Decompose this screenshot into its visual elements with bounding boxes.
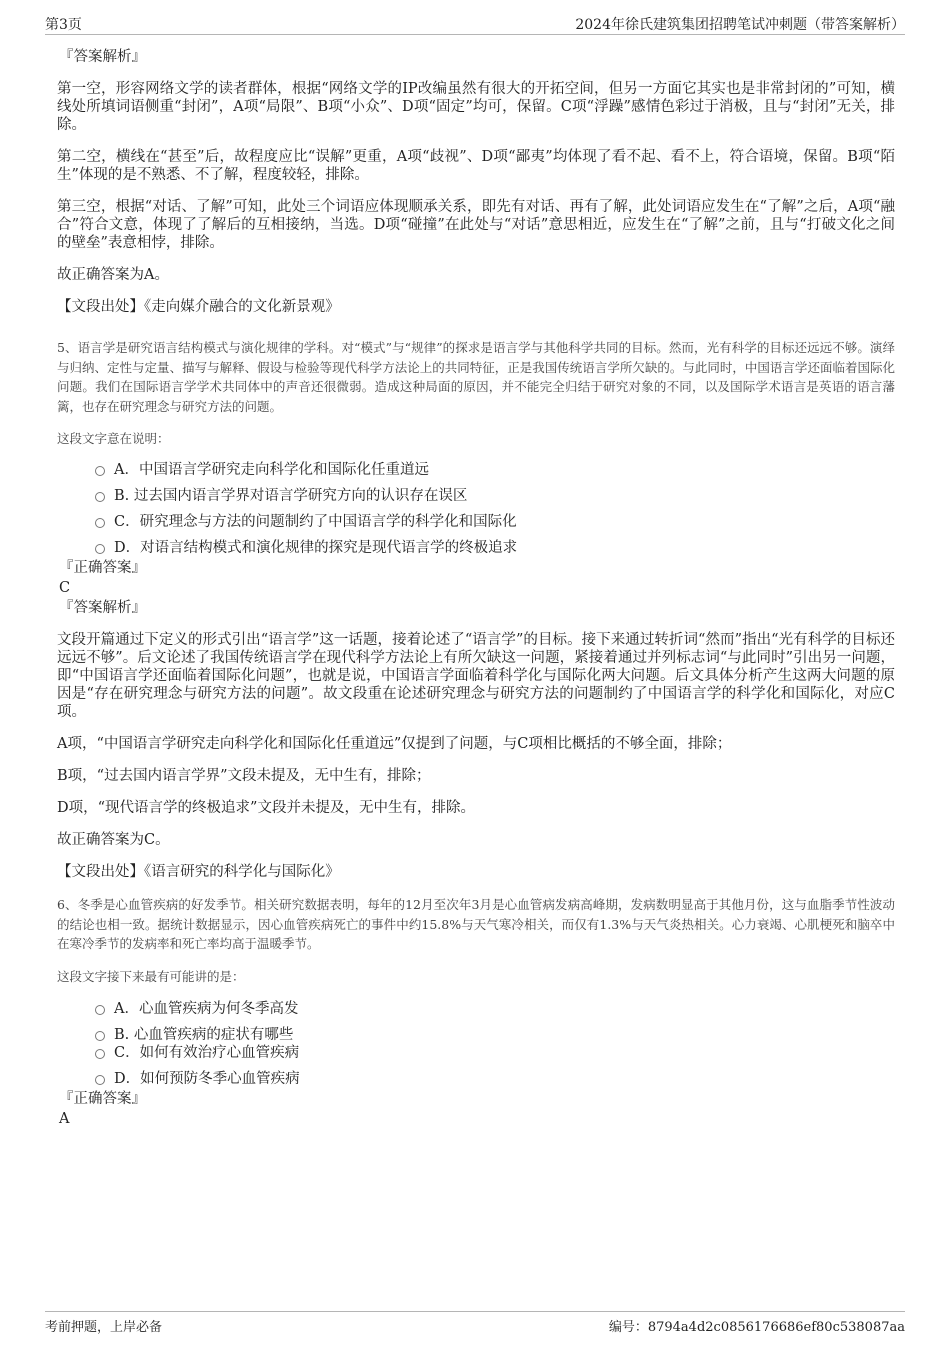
- q5-analysis-para-1: 文段开篇通过下定义的形式引出“语言学”这一话题，接着论述了“语言学”的目标。接下来通过转折词“然而”指出“光有科学的目标还远远不够”。后文论述了我国传统语言学在现代科学方法论上有所欠缺这一问题，紧接着通过并列标志词“与此同时”引出另一问题，即“中国语言学还面临着国际化问题”，也就是说，中国语言学面临着科学化与国际化两大问题。后文具体分析产生这两大问题的原因是“存在研究理念与研究方法的问题”。故文段重在论述研究理念与研究方法的问题制约了中国语言学的科学化和国际化，对应C项。: [57, 632, 895, 720]
- document-title: 2024年徐氏建筑集团招聘笔试冲刺题（带答案解析）: [575, 17, 905, 33]
- q4-analysis-para-1: 第一空，形容网络文学的读者群体，根据“网络文学的IP改编虽然有很大的开拓空间，但另一方面它其实也是非常封闭的”可知，横线处所填词语侧重“封闭”，A项“局限”、B项“小众”、D项“固定”均可，保留。C项“浮躁”感情色彩过于消极，且与“封闭”无关，排除。: [57, 81, 895, 133]
- footer-divider: [45, 1311, 905, 1312]
- q4-conclusion: 故正确答案为A。: [57, 267, 169, 283]
- q5-analysis-para-2: A项，“中国语言学研究走向科学化和国际化任重道远”仅提到了问题，与C项相比概括的不够全面，排除；: [57, 736, 732, 752]
- radio-icon[interactable]: [95, 466, 105, 476]
- q5-option-c-label: C．研究理念与方法的问题制约了中国语言学的科学化和国际化: [114, 514, 517, 530]
- q5-option-b[interactable]: [57, 487, 895, 505]
- q6-option-d-label: D．如何预防冬季心血管疾病: [114, 1070, 300, 1087]
- q5-option-d-label: D．对语言结构模式和演化规律的探究是现代语言学的终极追求: [114, 540, 518, 556]
- q5-option-d[interactable]: [57, 539, 895, 557]
- q4-source: 【文段出处】《走向媒介融合的文化新景观》: [57, 299, 340, 315]
- q4-analysis-para-2: 第二空，横线在“甚至”后，故程度应比“误解”更重，A项“歧视”、D项“鄙夷”均体现了看不起、看不上，符合语境，保留。B项“陌生”体现的是不熟悉、不了解，程度较轻，排除。: [57, 149, 895, 183]
- q5-option-a-label: A．中国语言学研究走向科学化和国际化任重道远: [114, 462, 429, 478]
- q4-analysis-label: 『答案解析』: [59, 49, 146, 65]
- q5-correct-label: 『正确答案』: [59, 560, 146, 576]
- footer-slogan: 考前押题，上岸必备: [45, 1320, 163, 1335]
- document-code: 编号：8794a4d2c0856176686ef80c538087aa: [608, 1320, 905, 1335]
- radio-icon[interactable]: [95, 1049, 105, 1059]
- q6-text: 6、冬季是心血管疾病的好发季节。相关研究数据表明，每年的12月至次年3月是心血管病发病高峰期，发病数明显高于其他月份，这与血脂季节性波动的结论也相一致。据统计数据显示，因心血管疾病死亡的事件中约15.8%与天气寒冷相关，而仅有1.3%与天气炎热相关。心力衰竭、心肌梗死和脑卒中在寒冷季节的发病率和死亡率均高于温暖季节。: [57, 897, 895, 951]
- q5-analysis-para-4: D项，“现代语言学的终极追求”文段并未提及，无中生有，排除。: [57, 800, 475, 816]
- radio-icon[interactable]: [95, 492, 105, 502]
- radio-icon[interactable]: [95, 518, 105, 528]
- q5-text: 5、语言学是研究语言结构模式与演化规律的学科。对“模式”与“规律”的探求是语言学与其他科学共同的目标。然而，光有科学的目标还远远不够。演绎与归纳、定性与定量、描写与解释、假设与检验等现代科学方法论上的共同特征，正是我国传统语言学所欠缺的。与此同时，中国语言学还面临着国际化问题。我们在国际语言学学术共同体中的声音还很微弱。造成这种局面的原因，并不能完全归结于研究对象的不同，以及国际学术语言是英语的语言藩篱，也存在研究理念与研究方法的问题。: [57, 340, 895, 414]
- q6-option-c[interactable]: [57, 1044, 895, 1062]
- q6-option-b-label: B. 心血管疾病的症状有哪些: [114, 1026, 294, 1043]
- q6-stem: 这段文字接下来最有可能讲的是：: [57, 968, 245, 984]
- q5-analysis-para-3: B项，“过去国内语言学界”文段未提及，无中生有，排除；: [57, 768, 431, 784]
- q6-option-b[interactable]: [57, 1026, 895, 1044]
- radio-icon[interactable]: [95, 1005, 105, 1015]
- q4-analysis-para-3: 第三空，根据“对话、了解”可知，此处三个词语应体现顺承关系，即先有对话、再有了解，此处词语应发生在“了解”之后，A项“融合”符合文意，体现了了解后的互相接纳，当选。D项“碰撞”在此处与“对话”意思相近，应发生在“了解”之前，且与“打破文化之间的壁垒”表意相悖，排除。: [57, 199, 895, 251]
- q5-correct-answer: C: [59, 580, 71, 596]
- radio-icon[interactable]: [95, 1075, 105, 1085]
- q5-conclusion: 故正确答案为C。: [57, 832, 170, 848]
- q5-option-c[interactable]: [57, 513, 895, 531]
- q6-correct-answer: A: [59, 1110, 70, 1127]
- q6-options: [57, 1000, 895, 1088]
- page-number: 第3页: [45, 17, 82, 33]
- q5-analysis-label: 『答案解析』: [59, 600, 146, 616]
- radio-icon[interactable]: [95, 544, 105, 554]
- q6-option-a-label: A．心血管疾病为何冬季高发: [114, 1000, 299, 1017]
- q6-option-a[interactable]: [57, 1000, 895, 1018]
- q6-option-c-label: C．如何有效治疗心血管疾病: [114, 1044, 300, 1061]
- header-divider: [45, 34, 905, 35]
- q5-source: 【文段出处】《语言研究的科学化与国际化》: [57, 864, 340, 880]
- radio-icon[interactable]: [95, 1031, 105, 1041]
- document-body: [57, 48, 895, 1128]
- q6-option-d[interactable]: [57, 1070, 895, 1088]
- q5-option-a[interactable]: [57, 461, 895, 479]
- q5-stem: 这段文字意在说明：: [57, 431, 170, 446]
- q5-option-b-label: B. 过去国内语言学界对语言学研究方向的认识存在误区: [114, 488, 468, 504]
- q6-correct-label: 『正确答案』: [59, 1090, 146, 1107]
- q5-options: [57, 461, 895, 557]
